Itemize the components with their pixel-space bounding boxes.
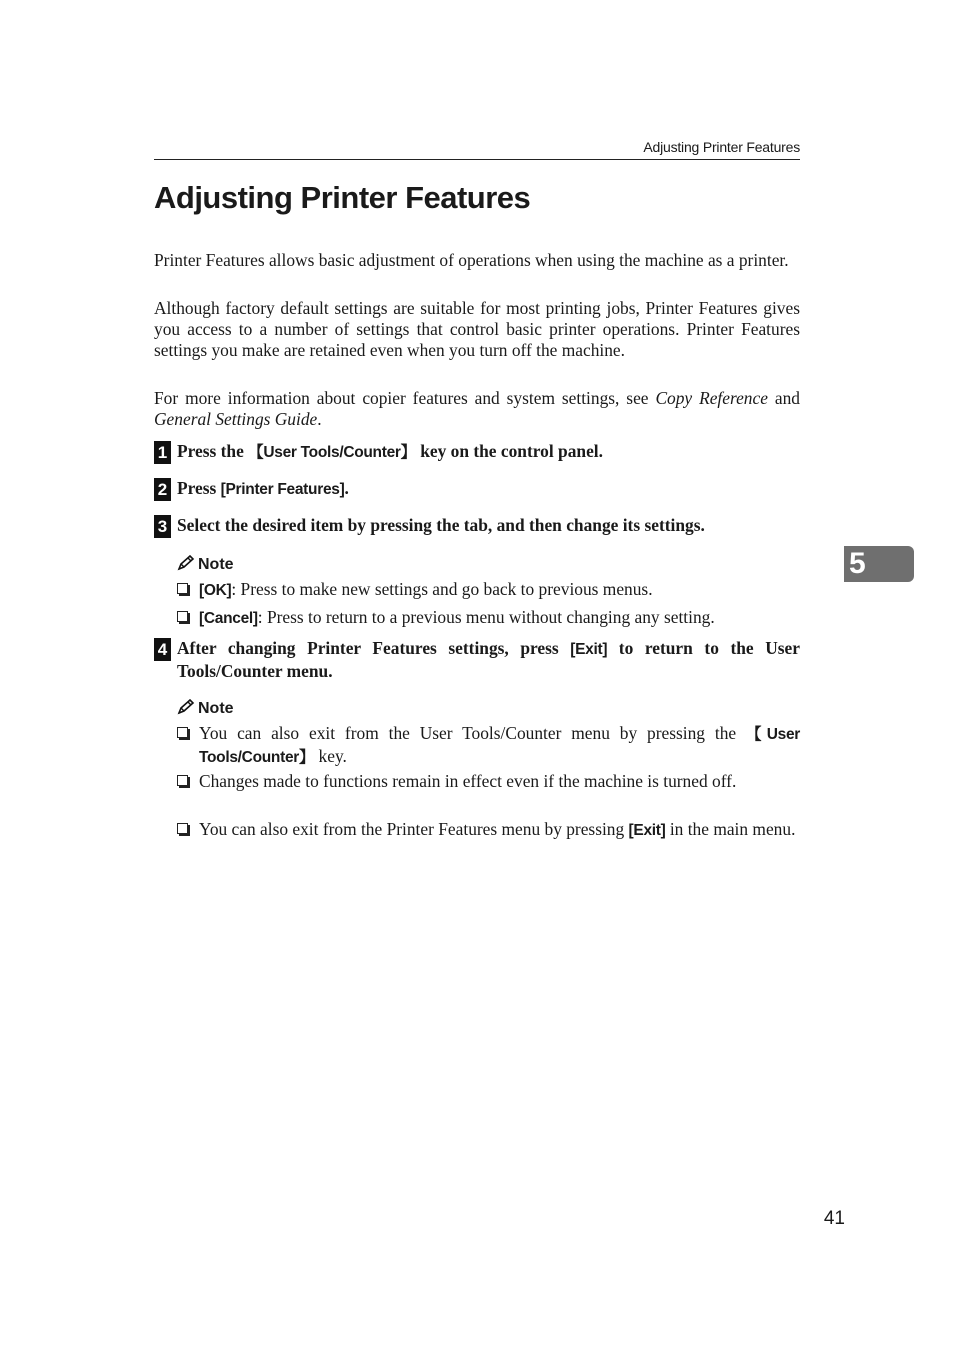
step-2 (154, 478, 800, 501)
step-4 (154, 638, 800, 682)
bullet-text-part: key. (314, 745, 347, 766)
step-text-part: Press the (177, 441, 249, 461)
bullet-text-part: You can also exit from the User Tools/Counter menu by pressing the (199, 723, 747, 743)
exit-key: [Exit] (628, 822, 666, 839)
step-number: 4 (154, 638, 171, 661)
note-bullet (177, 579, 800, 602)
note-label: Note (198, 556, 234, 573)
user-tools-counter-key: 【User Tools/Counter】 (199, 726, 801, 766)
checkbox-bullet-icon (177, 823, 188, 834)
bullet-text (199, 723, 800, 769)
note-heading (177, 555, 234, 574)
reference-copy-reference: Copy Reference (655, 388, 768, 408)
step-number: 3 (154, 515, 171, 538)
bullet-text-part: : Press to make new settings and go back to previous menus. (231, 579, 653, 599)
step-text-part: key on the control panel. (415, 441, 603, 461)
page-number: 41 (823, 1208, 845, 1229)
ok-key: [OK] (199, 582, 232, 599)
user-tools-counter-key: 【User Tools/Counter】 (248, 444, 416, 461)
header-rule (154, 159, 800, 160)
note-bullet (177, 723, 800, 769)
note-bullet (177, 771, 800, 792)
chapter-tab (844, 546, 914, 582)
step-3 (154, 515, 800, 536)
note-bullet (177, 607, 800, 630)
intro-paragraph-2: Although factory default settings are suitable for most printing jobs, Printer Features gives you access to a number of settings that control basic printer operations. Printer Features settings you make are retained even when you turn off the machine. (154, 298, 800, 360)
note-label: Note (198, 700, 234, 717)
reference-general-settings-guide: General Settings Guide (154, 408, 318, 429)
note-heading (177, 699, 234, 718)
printer-features-key: [Printer Features] (220, 481, 345, 498)
bullet-text (199, 607, 800, 630)
checkbox-bullet-icon (177, 611, 188, 622)
step-1 (154, 441, 800, 464)
running-header: Adjusting Printer Features (643, 139, 800, 155)
checkbox-bullet-icon (177, 775, 188, 786)
step-text-part: . (344, 478, 349, 498)
bullet-text (199, 819, 800, 842)
step-text (177, 441, 800, 464)
page-title: Adjusting Printer Features (154, 180, 531, 215)
step-text-part: to return to the User Tools/Counter menu. (177, 638, 800, 681)
step-number: 2 (154, 478, 171, 501)
chapter-number: 5 (849, 547, 866, 580)
note-bullet (177, 819, 800, 842)
step-number: 1 (154, 441, 171, 464)
bullet-text-part: You can also exit from the Printer Features menu by pressing (199, 819, 629, 839)
step-text-part: Press (177, 478, 221, 498)
pencil-icon (177, 699, 195, 715)
step-text (177, 638, 800, 682)
intro-paragraph-1: Printer Features allows basic adjustment of operations when using the machine as a printer. (154, 250, 789, 270)
step-text (177, 478, 800, 501)
exit-key: [Exit] (570, 641, 608, 658)
intro-text: . (317, 408, 322, 429)
step-text: Select the desired item by pressing the tab, and then change its settings. (177, 515, 705, 535)
step-text-part: After changing Printer Features settings, press (177, 638, 571, 658)
intro-text: and (767, 388, 800, 408)
bullet-text-part: : Press to return to a previous menu without changing any setting. (257, 607, 715, 627)
pencil-icon (177, 555, 195, 571)
bullet-text-part: in the main menu. (665, 819, 796, 839)
checkbox-bullet-icon (177, 583, 188, 594)
bullet-text (199, 579, 800, 602)
checkbox-bullet-icon (177, 727, 188, 738)
intro-paragraph-3 (154, 388, 800, 430)
bullet-text: Changes made to functions remain in effect even if the machine is turned off. (199, 771, 737, 791)
intro-text: For more information about copier features and system settings, see (154, 388, 656, 408)
cancel-key: [Cancel] (199, 610, 258, 627)
